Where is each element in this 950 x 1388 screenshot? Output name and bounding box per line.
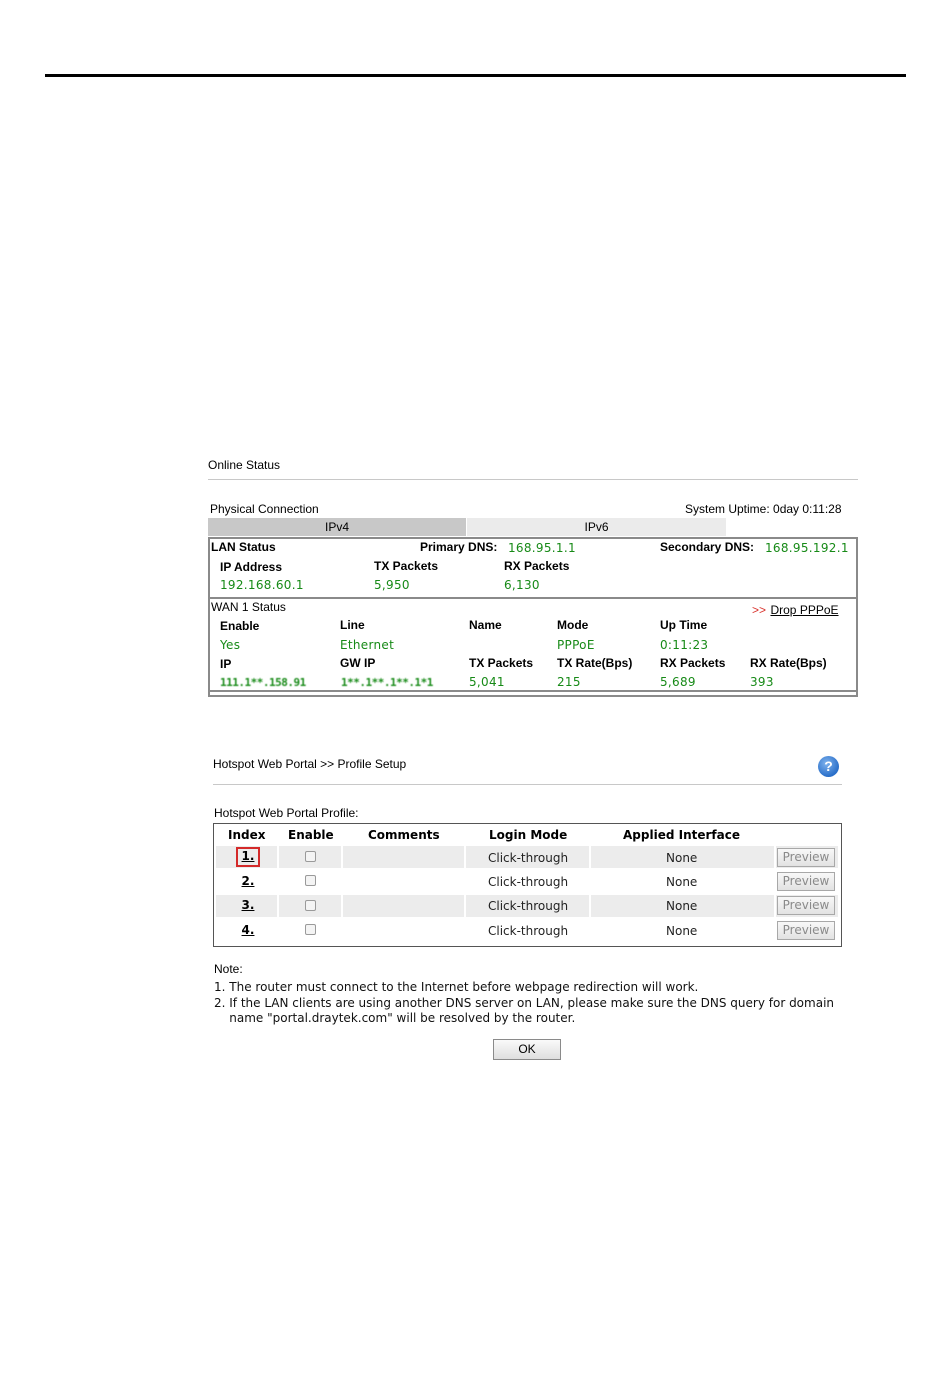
cell-separator <box>341 895 343 917</box>
wan-ip-value: 111.1**.158.91 <box>220 676 306 689</box>
preview-button[interactable]: Preview <box>777 921 835 940</box>
note-title: Note: <box>214 962 243 976</box>
cell-separator <box>589 895 591 917</box>
wan-enable-value: Yes <box>220 638 241 652</box>
tab-ipv4[interactable]: IPv4 <box>208 518 466 536</box>
tab-ipv6[interactable]: IPv6 <box>467 518 726 536</box>
cell-separator <box>341 846 343 868</box>
wan-tx-packets-value: 5,041 <box>469 675 505 689</box>
secondary-dns-label: Secondary DNS: <box>660 540 755 554</box>
status-divider <box>208 597 858 599</box>
cell-separator <box>774 895 776 917</box>
enable-checkbox[interactable] <box>305 851 316 862</box>
wan-gwip-value: 1**.1**.1**.1*1 <box>341 676 433 689</box>
ok-button[interactable]: OK <box>493 1039 561 1060</box>
lan-tx-header: TX Packets <box>374 559 439 573</box>
wan-tx-packets-header: TX Packets <box>469 656 534 670</box>
primary-dns-label: Primary DNS: <box>420 540 498 554</box>
status-bottom-rule <box>208 690 858 692</box>
lan-rx-value: 6,130 <box>504 578 540 592</box>
col-index: Index <box>228 828 266 842</box>
hotspot-divider <box>213 784 842 785</box>
drop-pppoe-link[interactable]: Drop PPPoE <box>770 603 839 617</box>
cell-separator <box>277 895 279 917</box>
applied-interface-cell: None <box>666 924 698 938</box>
wan-mode-value: PPPoE <box>557 638 595 652</box>
applied-interface-cell: None <box>666 899 698 913</box>
note-line-2: 2. If the LAN clients are using another DNS server on LAN, please make sure the DNS query for domain <box>214 996 835 1010</box>
profile-index-link[interactable]: 4. <box>241 923 255 937</box>
applied-interface-cell: None <box>666 851 698 865</box>
wan-tx-rate-value: 215 <box>557 675 581 689</box>
wan-line-header: Line <box>340 618 365 632</box>
cell-separator <box>277 846 279 868</box>
enable-checkbox[interactable] <box>305 924 316 935</box>
system-uptime: System Uptime: 0day 0:11:28 <box>685 502 842 516</box>
hotspot-breadcrumb: Hotspot Web Portal >> Profile Setup <box>213 757 407 771</box>
wan-rx-packets-header: RX Packets <box>660 656 726 670</box>
wan-tx-rate-header: TX Rate(Bps) <box>557 656 633 670</box>
page-top-rule <box>45 74 906 77</box>
login-mode-cell: Click-through <box>488 924 569 938</box>
login-mode-cell: Click-through <box>488 899 569 913</box>
wan-uptime-value: 0:11:23 <box>660 638 709 652</box>
drop-arrow: >> <box>752 603 767 617</box>
lan-rx-header: RX Packets <box>504 559 570 573</box>
note-line-3: name "portal.draytek.com" will be resolved by the router. <box>214 1011 576 1025</box>
preview-button[interactable]: Preview <box>777 896 835 915</box>
login-mode-cell: Click-through <box>488 875 569 889</box>
title-divider <box>208 479 858 480</box>
cell-separator <box>774 846 776 868</box>
enable-checkbox[interactable] <box>305 900 316 911</box>
wan-mode-header: Mode <box>557 618 589 632</box>
wan-rx-rate-value: 393 <box>750 675 774 689</box>
profile-index-link[interactable]: 1. <box>236 847 260 867</box>
help-icon[interactable]: ? <box>818 756 839 777</box>
wan-uptime-header: Up Time <box>660 618 708 632</box>
wan-status-title: WAN 1 Status <box>211 600 286 614</box>
profile-index-link[interactable]: 2. <box>241 874 255 888</box>
profile-index-link[interactable]: 3. <box>241 898 255 912</box>
lan-tx-value: 5,950 <box>374 578 410 592</box>
preview-button[interactable]: Preview <box>777 848 835 867</box>
wan-enable-header: Enable <box>220 619 260 633</box>
wan-gwip-header: GW IP <box>340 656 376 670</box>
login-mode-cell: Click-through <box>488 851 569 865</box>
wan-name-header: Name <box>469 618 502 632</box>
preview-button[interactable]: Preview <box>777 872 835 891</box>
enable-checkbox[interactable] <box>305 875 316 886</box>
online-status-title: Online Status <box>208 458 281 472</box>
col-enable: Enable <box>288 828 334 842</box>
col-login-mode: Login Mode <box>489 828 568 842</box>
cell-separator <box>464 895 466 917</box>
wan-rx-rate-header: RX Rate(Bps) <box>750 656 827 670</box>
secondary-dns-value: 168.95.192.1 <box>765 541 849 555</box>
lan-ip-value: 192.168.60.1 <box>220 578 304 592</box>
note-line-1: 1. The router must connect to the Internet before webpage redirection will work. <box>214 980 699 994</box>
applied-interface-cell: None <box>666 875 698 889</box>
cell-separator <box>589 846 591 868</box>
physical-connection-label: Physical Connection <box>210 502 319 516</box>
wan-line-value: Ethernet <box>340 638 395 652</box>
primary-dns-value: 168.95.1.1 <box>508 541 576 555</box>
col-applied-interface: Applied Interface <box>623 828 740 842</box>
col-comments: Comments <box>368 828 440 842</box>
cell-separator <box>464 846 466 868</box>
wan-rx-packets-value: 5,689 <box>660 675 696 689</box>
lan-status-title: LAN Status <box>211 540 276 554</box>
drop-pppoe[interactable] <box>752 601 839 619</box>
wan-ip-header: IP <box>220 657 232 671</box>
lan-ip-header: IP Address <box>220 560 283 574</box>
hotspot-profile-subtitle: Hotspot Web Portal Profile: <box>214 806 359 820</box>
